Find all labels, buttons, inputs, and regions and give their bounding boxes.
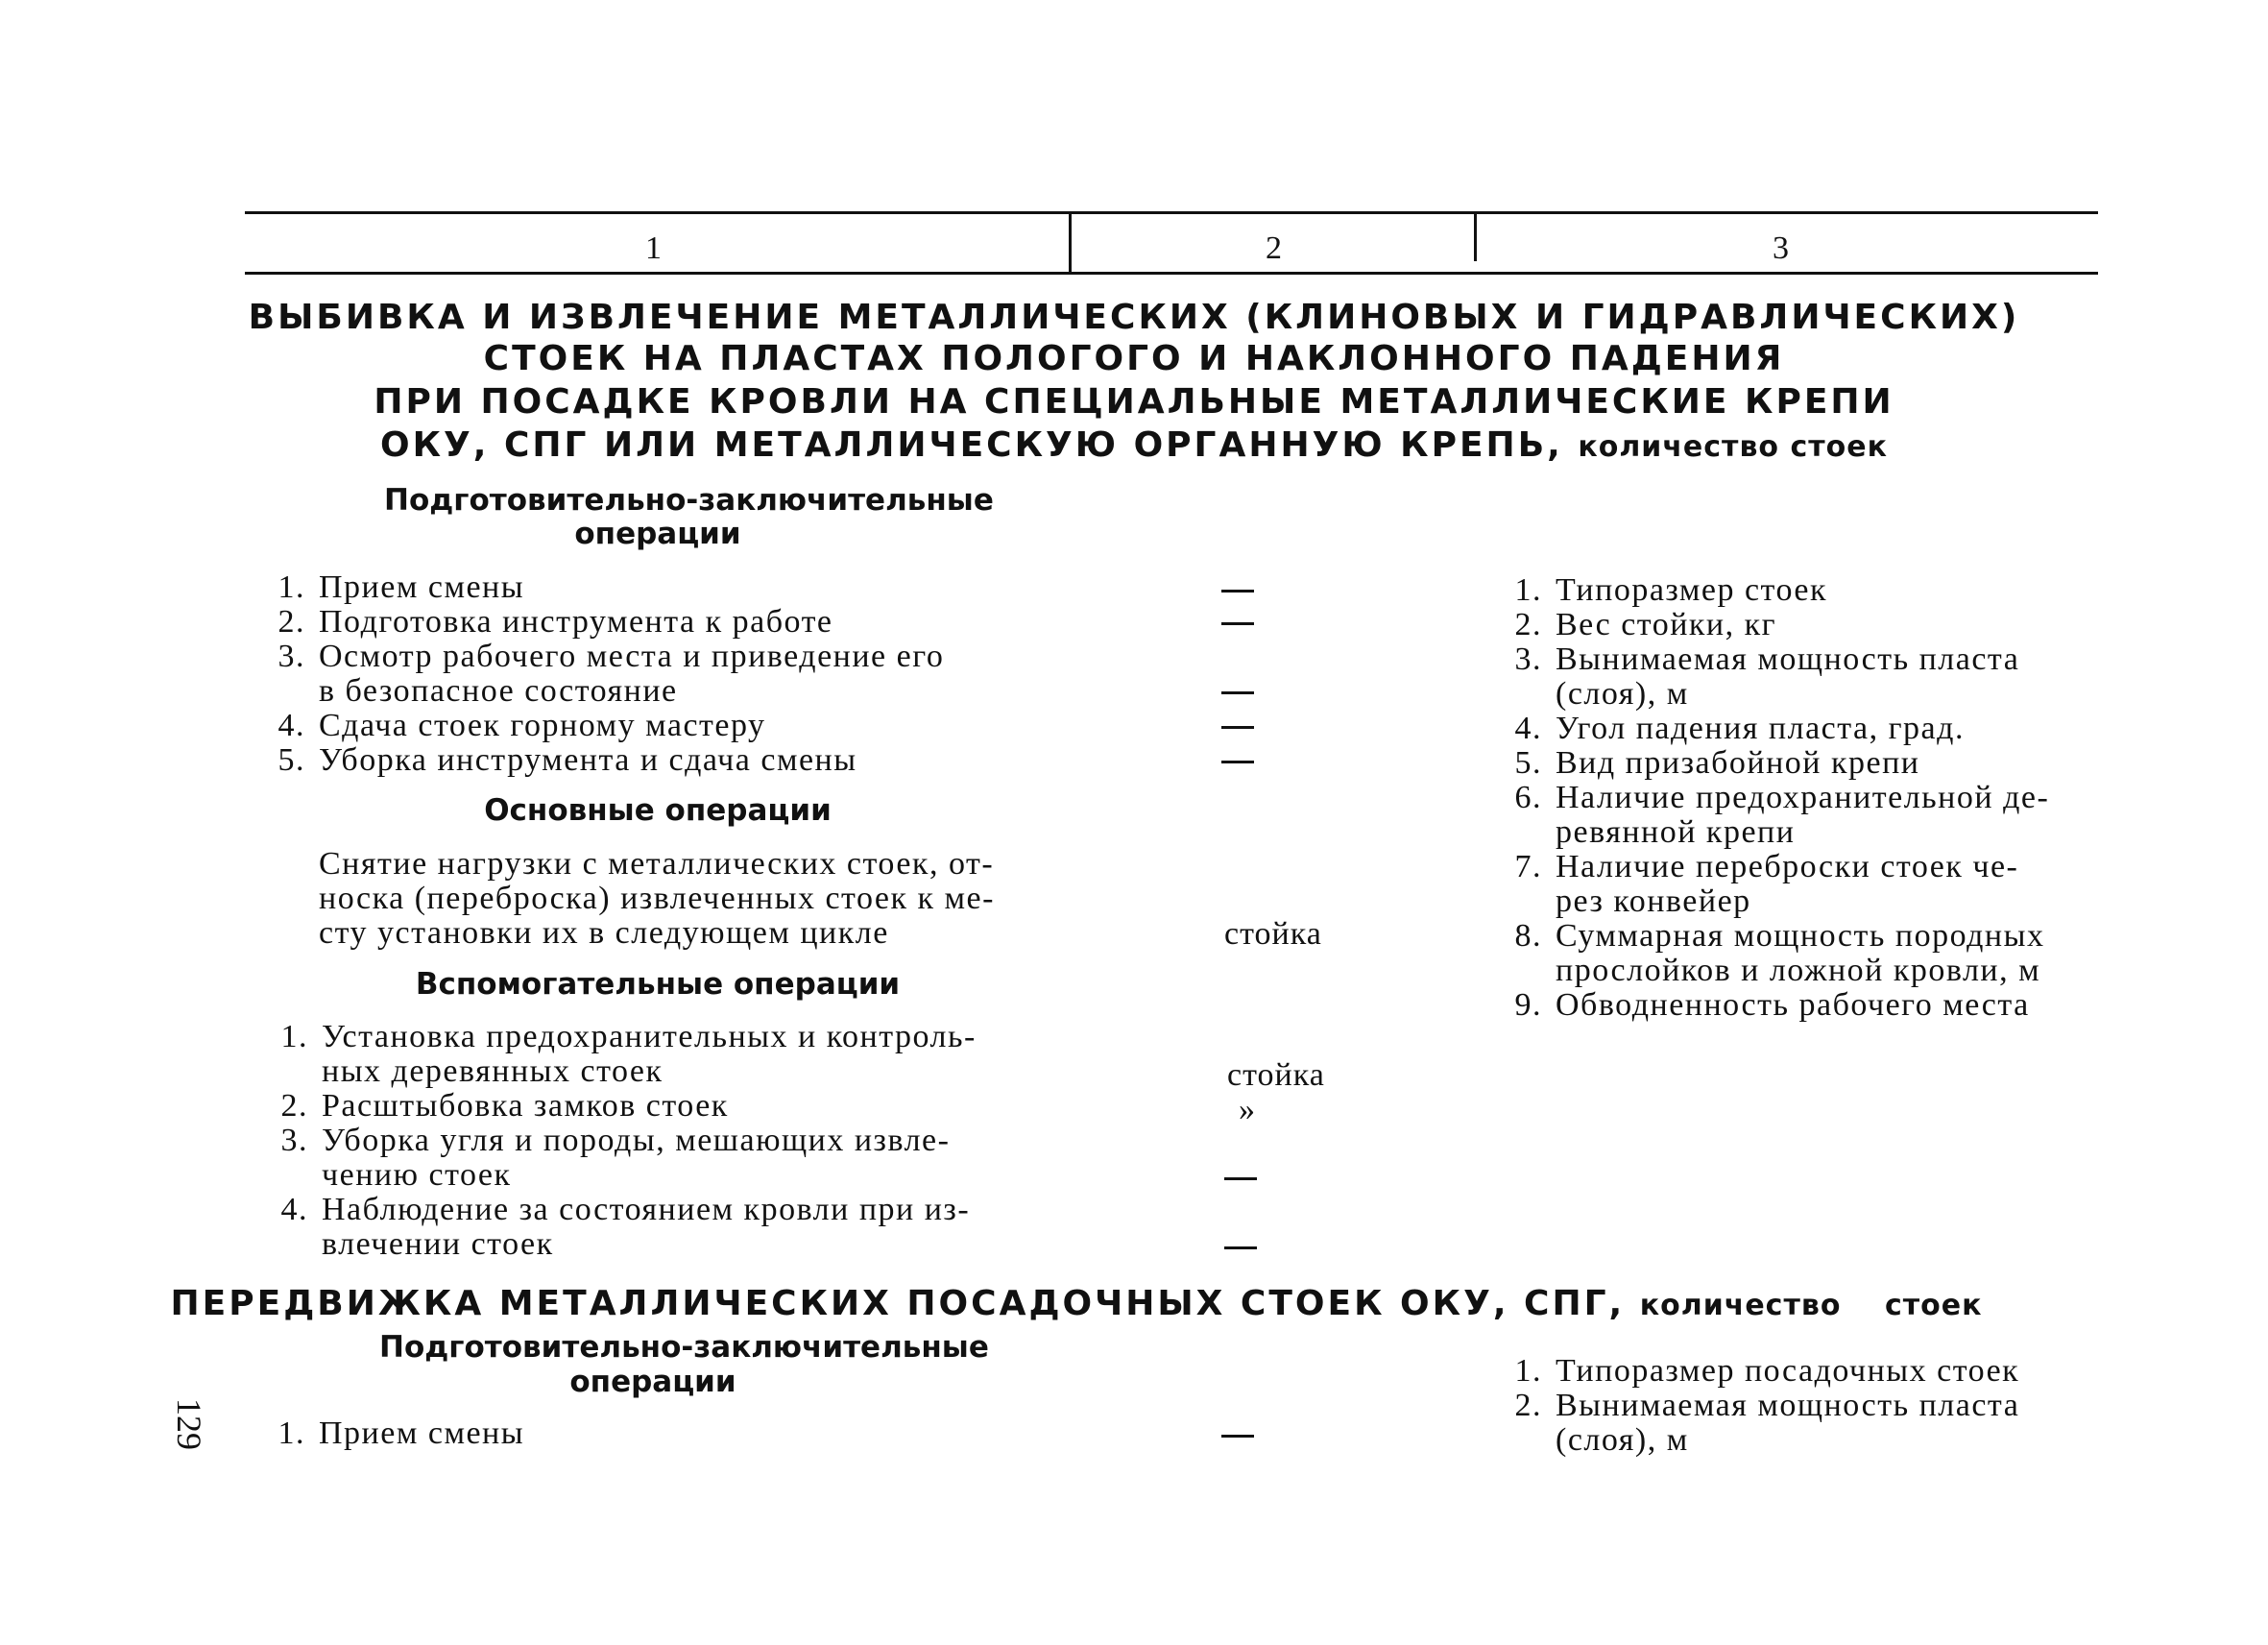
- section1-prep-heading-1: Подготовительно-заключительные: [384, 483, 994, 518]
- section2-prep-heading-2: операции: [569, 1365, 736, 1399]
- aux-item-3: 3. Уборка угля и породы, мешающих извле-: [280, 1123, 951, 1158]
- prep-item-3: 3. Осмотр рабочего места и приведение его: [277, 639, 945, 674]
- factor-7-cont: рез конвейер: [1556, 883, 1751, 919]
- prep-item-5: 5. Уборка инструмента и сдача смены: [277, 742, 857, 778]
- aux-item-3-cont: чению стоек: [322, 1157, 512, 1193]
- factor-9: 9. Обводненность рабочего места: [1514, 987, 2030, 1023]
- factor-6-cont: ревянной крепи: [1556, 814, 1796, 850]
- section1-title-line-1: ВЫБИВКА И ИЗВЛЕЧЕНИЕ МЕТАЛЛИЧЕСКИХ (КЛИНОВЫХ И ГИДРАВЛИЧЕСКИХ): [248, 298, 2020, 337]
- prep-item-1: 1. Прием смены: [277, 569, 525, 605]
- aux-item-1: 1. Установка предохранительных и контроль-: [280, 1019, 977, 1054]
- section1-title-line-2: СТОЕК НА ПЛАСТАХ ПОЛОГОГО И НАКЛОННОГО ПАДЕНИЯ: [483, 339, 1785, 378]
- section2-prep-heading-1: Подготовительно-заключительные: [379, 1330, 989, 1365]
- header-col-2: 2: [1266, 230, 1282, 266]
- factor-5: 5. Вид призабойной крепи: [1514, 745, 1920, 781]
- section2-prep-item-1: 1. Прием смены: [277, 1415, 525, 1451]
- section2-factor-1: 1. Типоразмер посадочных стоек: [1514, 1353, 2020, 1389]
- section2-title: [0, 1284, 2210, 1323]
- factor-7: 7. Наличие переброски стоек че-: [1514, 849, 2019, 884]
- header-top-rule: [245, 211, 2098, 214]
- section2-factor-2: 2. Вынимаемая мощность пласта: [1514, 1388, 2020, 1423]
- factor-1: 1. Типоразмер стоек: [1514, 572, 1827, 608]
- aux-unit-dash-4: [1224, 1246, 1257, 1249]
- aux-item-4-cont: влечении стоек: [322, 1226, 554, 1262]
- factor-6: 6. Наличие предохранительной де-: [1514, 780, 2050, 815]
- main-ops-heading: Основные операции: [484, 793, 832, 828]
- header-bottom-rule: [245, 272, 2098, 275]
- main-ops-unit: стойка: [1224, 916, 1322, 952]
- section1-prep-heading-2: операции: [574, 517, 741, 551]
- factor-8-cont: прослойков и ложной кровли, м: [1556, 953, 2041, 988]
- prep-item-2: 2. Подготовка инструмента к работе: [277, 604, 833, 640]
- section1-title-suffix: количество стоек: [1578, 430, 1888, 464]
- factor-4: 4. Угол падения пласта, град.: [1514, 711, 1965, 746]
- factor-3-cont: (слоя), м: [1556, 676, 1689, 712]
- section2-prep-unit-dash-1: [1221, 1435, 1254, 1438]
- header-col-divider-1: [1069, 213, 1072, 274]
- prep-unit-dash-3: [1221, 691, 1254, 694]
- section2-title-suffix-1: количество: [1639, 1289, 1842, 1322]
- main-ops-line-3: сту установки их в следующем цикле: [319, 915, 889, 951]
- section2-title-main: ПЕРЕДВИЖКА МЕТАЛЛИЧЕСКИХ ПОСАДОЧНЫХ СТОЕК ОКУ, СПГ,: [170, 1284, 1626, 1323]
- prep-unit-dash-4: [1221, 726, 1254, 729]
- aux-unit-dash-3: [1224, 1177, 1257, 1180]
- factor-2: 2. Вес стойки, кг: [1514, 607, 1777, 642]
- aux-ops-heading: Вспомогательные операции: [415, 967, 901, 1002]
- main-ops-line-2: носка (переброска) извлеченных стоек к ме-: [319, 881, 995, 916]
- main-ops-line-1: Снятие нагрузки с металлических стоек, от-: [319, 846, 995, 882]
- factor-8: 8. Суммарная мощность породных: [1514, 918, 2045, 954]
- factor-3: 3. Вынимаемая мощность пласта: [1514, 641, 2020, 677]
- prep-unit-dash-1: [1221, 590, 1254, 593]
- aux-unit-1: стойка: [1227, 1057, 1325, 1093]
- header-col-divider-2: [1474, 213, 1477, 261]
- prep-unit-dash-5: [1221, 761, 1254, 763]
- section1-title-line-3: ПРИ ПОСАДКЕ КРОВЛИ НА СПЕЦИАЛЬНЫЕ МЕТАЛЛИЧЕСКИЕ КРЕПИ: [374, 382, 1894, 422]
- aux-item-4: 4. Наблюдение за состоянием кровли при из-: [280, 1192, 971, 1227]
- header-col-1: 1: [645, 230, 662, 266]
- section1-title-main: ОКУ, СПГ ИЛИ МЕТАЛЛИЧЕСКУЮ ОРГАННУЮ КРЕПЬ,: [380, 425, 1563, 465]
- section2-factor-2-cont: (слоя), м: [1556, 1422, 1689, 1458]
- prep-unit-dash-2: [1221, 622, 1254, 625]
- page-number: 129: [170, 1398, 208, 1450]
- prep-item-3-cont: в безопасное состояние: [319, 673, 678, 709]
- aux-item-1-cont: ных деревянных стоек: [322, 1053, 664, 1089]
- header-col-3: 3: [1773, 230, 1789, 266]
- aux-item-2: 2. Расштыбовка замков стоек: [280, 1088, 729, 1124]
- section1-title-line-4: [0, 425, 2268, 465]
- prep-item-4: 4. Сдача стоек горному мастеру: [277, 708, 766, 743]
- aux-unit-2: »: [1239, 1092, 1256, 1127]
- section2-title-suffix-2: стоек: [1885, 1289, 1983, 1322]
